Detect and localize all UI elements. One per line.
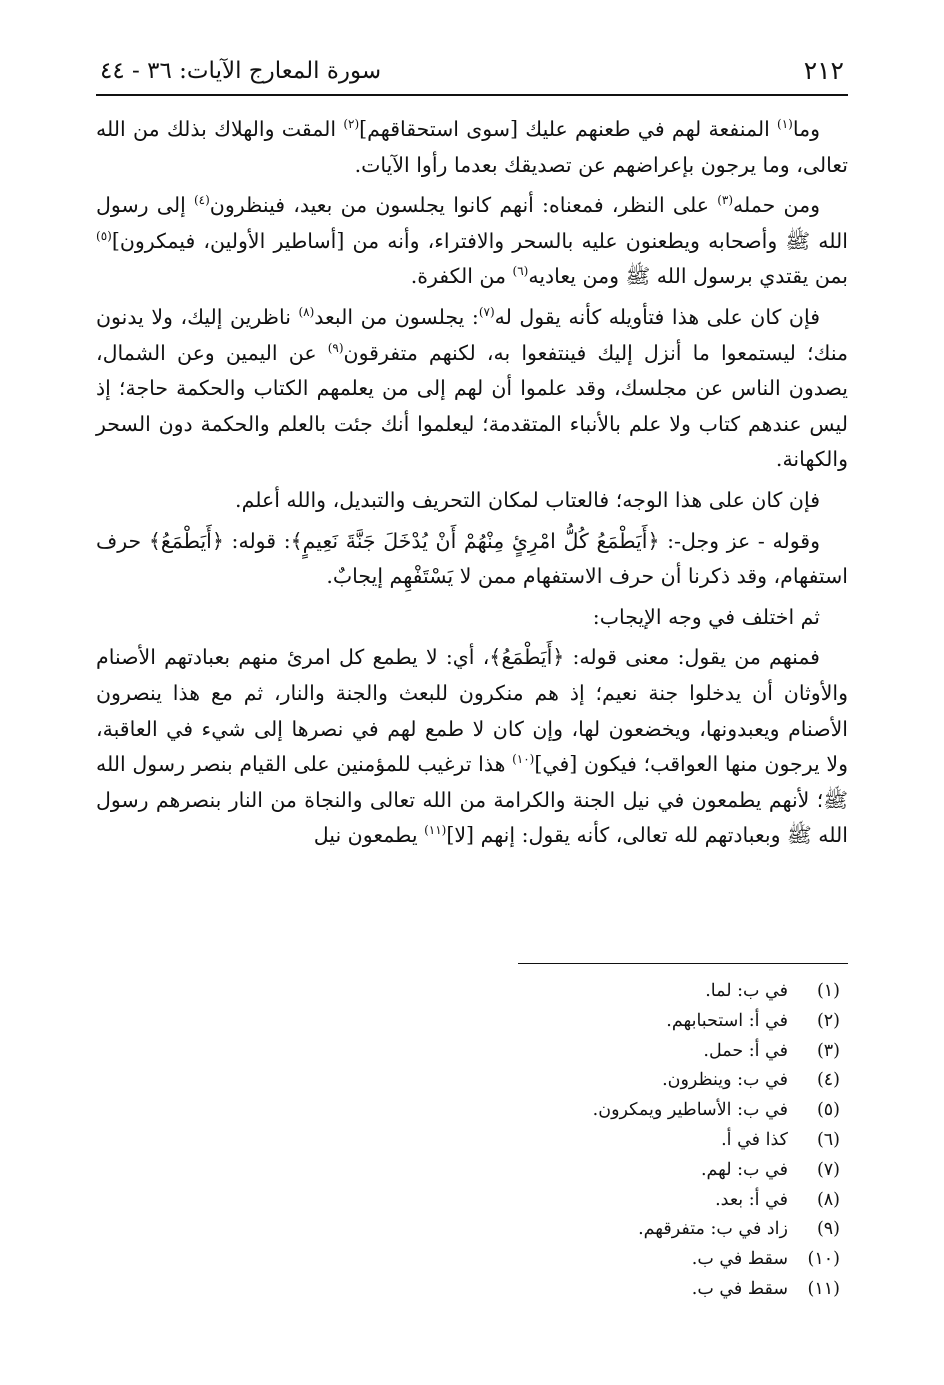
footnote-text: في ب: وينظرون. (662, 1070, 788, 1091)
paragraph-1: وما$^{(١)}$ المنفعة لهم في طعنهم عليك [سوى استحقاقهم]$^{(٢)}$ المقت والهلاك بذلك من الله تعالى، وما يرجون بإعراضهم عن تصديقك بعدما رأوا الآيات. (96, 117, 848, 177)
footnote-ref-3: (٣) (717, 193, 734, 208)
footnote-ref-2: (٢) (343, 117, 360, 132)
footnote-number: (٥) (816, 1100, 840, 1121)
footnote-number: (١١) (807, 1278, 840, 1299)
paragraph-7: فمنهم من يقول: معنى قوله: ﴿أَيَطْمَعُ﴾، أي: لا يطمع كل امرئ منهم بعبادتهم الأصنام والأوثان أن يدخلوا جنة نعيم؛ إذ هم منكرون للبعث والجنة والنار، ثم مع هذا ينصرون الأصنام ويعبدونها، ويخضعون لها، وإن كان لا طمع لهم في نصرها إلى شيء في العاقبة، ولا يرجون منها العواقب؛ فيكون [في]$^{(١٠)}$ هذا ترغيب للمؤمنين على القيام بنصر رسول الله ﷺ؛ لأنهم يطمعون في نيل الجنة والكرامة من الله تعالى والنجاة من النار بنصرهم رسول الله ﷺ وبعبادتهم لله تعالى، كأنه يقول: إنهم [لا]$^{(١١)}$ يطمعون نيل (96, 645, 849, 848)
footnote-item (593, 1037, 840, 1067)
footnote-ref-10: (١٠) (512, 752, 535, 767)
footnote-item (593, 1126, 840, 1156)
footnote-item (593, 1215, 840, 1245)
footnote-item (593, 1186, 840, 1216)
footnote-ref-8: (٨) (298, 305, 315, 320)
footnote-ref-11: (١١) (424, 823, 447, 838)
running-title: سورة المعارج الآيات: ٣٦ - ٤٤ (100, 58, 382, 84)
footnote-text: في أ: استحبابهم. (666, 1010, 788, 1031)
paragraph-2: ومن حمله$^{(٣)}$ على النظر، فمعناه: أنهم كانوا يجلسون من بعيد، فينظرون$^{(٤)}$ إلى رسول الله ﷺ وأصحابه ويطعنون عليه بالسحر والافتراء، وأنه من [أساطير الأولين، فيمكرون]$^{(٥)}$ بمن يقتدي برسول الله ﷺ ومن يعاديه$^{(٦)}$ من الكفرة. (96, 193, 848, 289)
footnote-number: (٤) (816, 1070, 840, 1091)
footnote-ref-6: (٦) (512, 264, 529, 279)
footnote-item (593, 1245, 840, 1275)
footnote-text: كذا في أ. (721, 1129, 788, 1150)
footnote-text: في ب: لما. (705, 981, 788, 1001)
footnote-ref-7: (٧) (478, 305, 495, 320)
footnote-text: سقط في ب. (691, 1278, 788, 1299)
paragraph-6: ثم اختلف في وجه الإيجاب: (592, 604, 820, 629)
footnote-text: سقط في ب. (691, 1249, 788, 1270)
footnote-number: (٧) (816, 1159, 840, 1180)
footnote-ref-5: (٥) (96, 228, 112, 243)
footnote-ref-9: (٩) (327, 340, 344, 355)
page-number: ٢١٢ (803, 56, 844, 85)
footnote-text: في أ: بعد. (715, 1189, 788, 1210)
footnote-text: زاد في ب: متفرقهم. (638, 1219, 788, 1240)
footnote-divider (518, 963, 848, 964)
footnote-item (593, 1007, 840, 1037)
footnote-number: (١٠) (807, 1249, 840, 1270)
paragraph-5: وقوله - عز وجل-: ﴿أَيَطْمَعُ كُلُّ امْرِئٍ مِنْهُمْ أَنْ يُدْخَلَ جَنَّةَ نَعِيمٍ﴾: قوله: ﴿أَيَطْمَعُ﴾ حرف استفهام، وقد ذكرنا أن حرف الاستفهام ممن لا يَسْتَفْهِم إيجابٌ. (96, 528, 848, 589)
footnote-item (593, 1275, 840, 1305)
footnotes-list (593, 977, 840, 1305)
paragraph-4: فإن كان على هذا الوجه؛ فالعتاب لمكان التحريف والتبديل، والله أعلم. (235, 487, 820, 512)
footnote-number: (٣) (816, 1040, 840, 1061)
page-header (96, 52, 848, 96)
footnote-number: (٢) (816, 1010, 840, 1031)
footnote-ref-4: (٤) (193, 193, 210, 208)
footnote-text: في ب: لهم. (700, 1159, 788, 1180)
footnote-text: في ب: الأساطير ويمكرون. (592, 1100, 788, 1121)
main-text (96, 112, 848, 854)
footnote-item (593, 977, 840, 1007)
footnote-item (593, 1066, 840, 1096)
footnote-ref-1: (١) (777, 117, 793, 132)
footnote-number: (١) (816, 981, 840, 1001)
footnote-number: (٩) (816, 1219, 840, 1240)
footnote-number: (٨) (816, 1189, 840, 1210)
paragraph-3: فإن كان على هذا فتأويله كأنه يقول له$^{(٧)}$: يجلسون من البعد$^{(٨)}$ ناظرين إليك، ولا يدنون منك؛ ليستمعوا ما أنزل إليك فينتفعوا به، لكنهم متفرقون$^{(٩)}$ عن اليمين وعن الشمال، يصدون الناس عن مجلسك، وقد علموا أن لهم إلى من يعلمهم الكتاب والحكمة حاجة؛ إذ ليس عندهم كتاب ولا علم بالأنباء المتقدمة؛ ليعلموا أنك جئت بالعلم والحكمة دون السحر والكهانة. (96, 304, 848, 472)
footnote-text: في أ: حمل. (703, 1040, 788, 1061)
footnote-item (593, 1096, 840, 1126)
footnote-item (593, 1156, 840, 1186)
footnote-number: (٦) (816, 1129, 840, 1150)
